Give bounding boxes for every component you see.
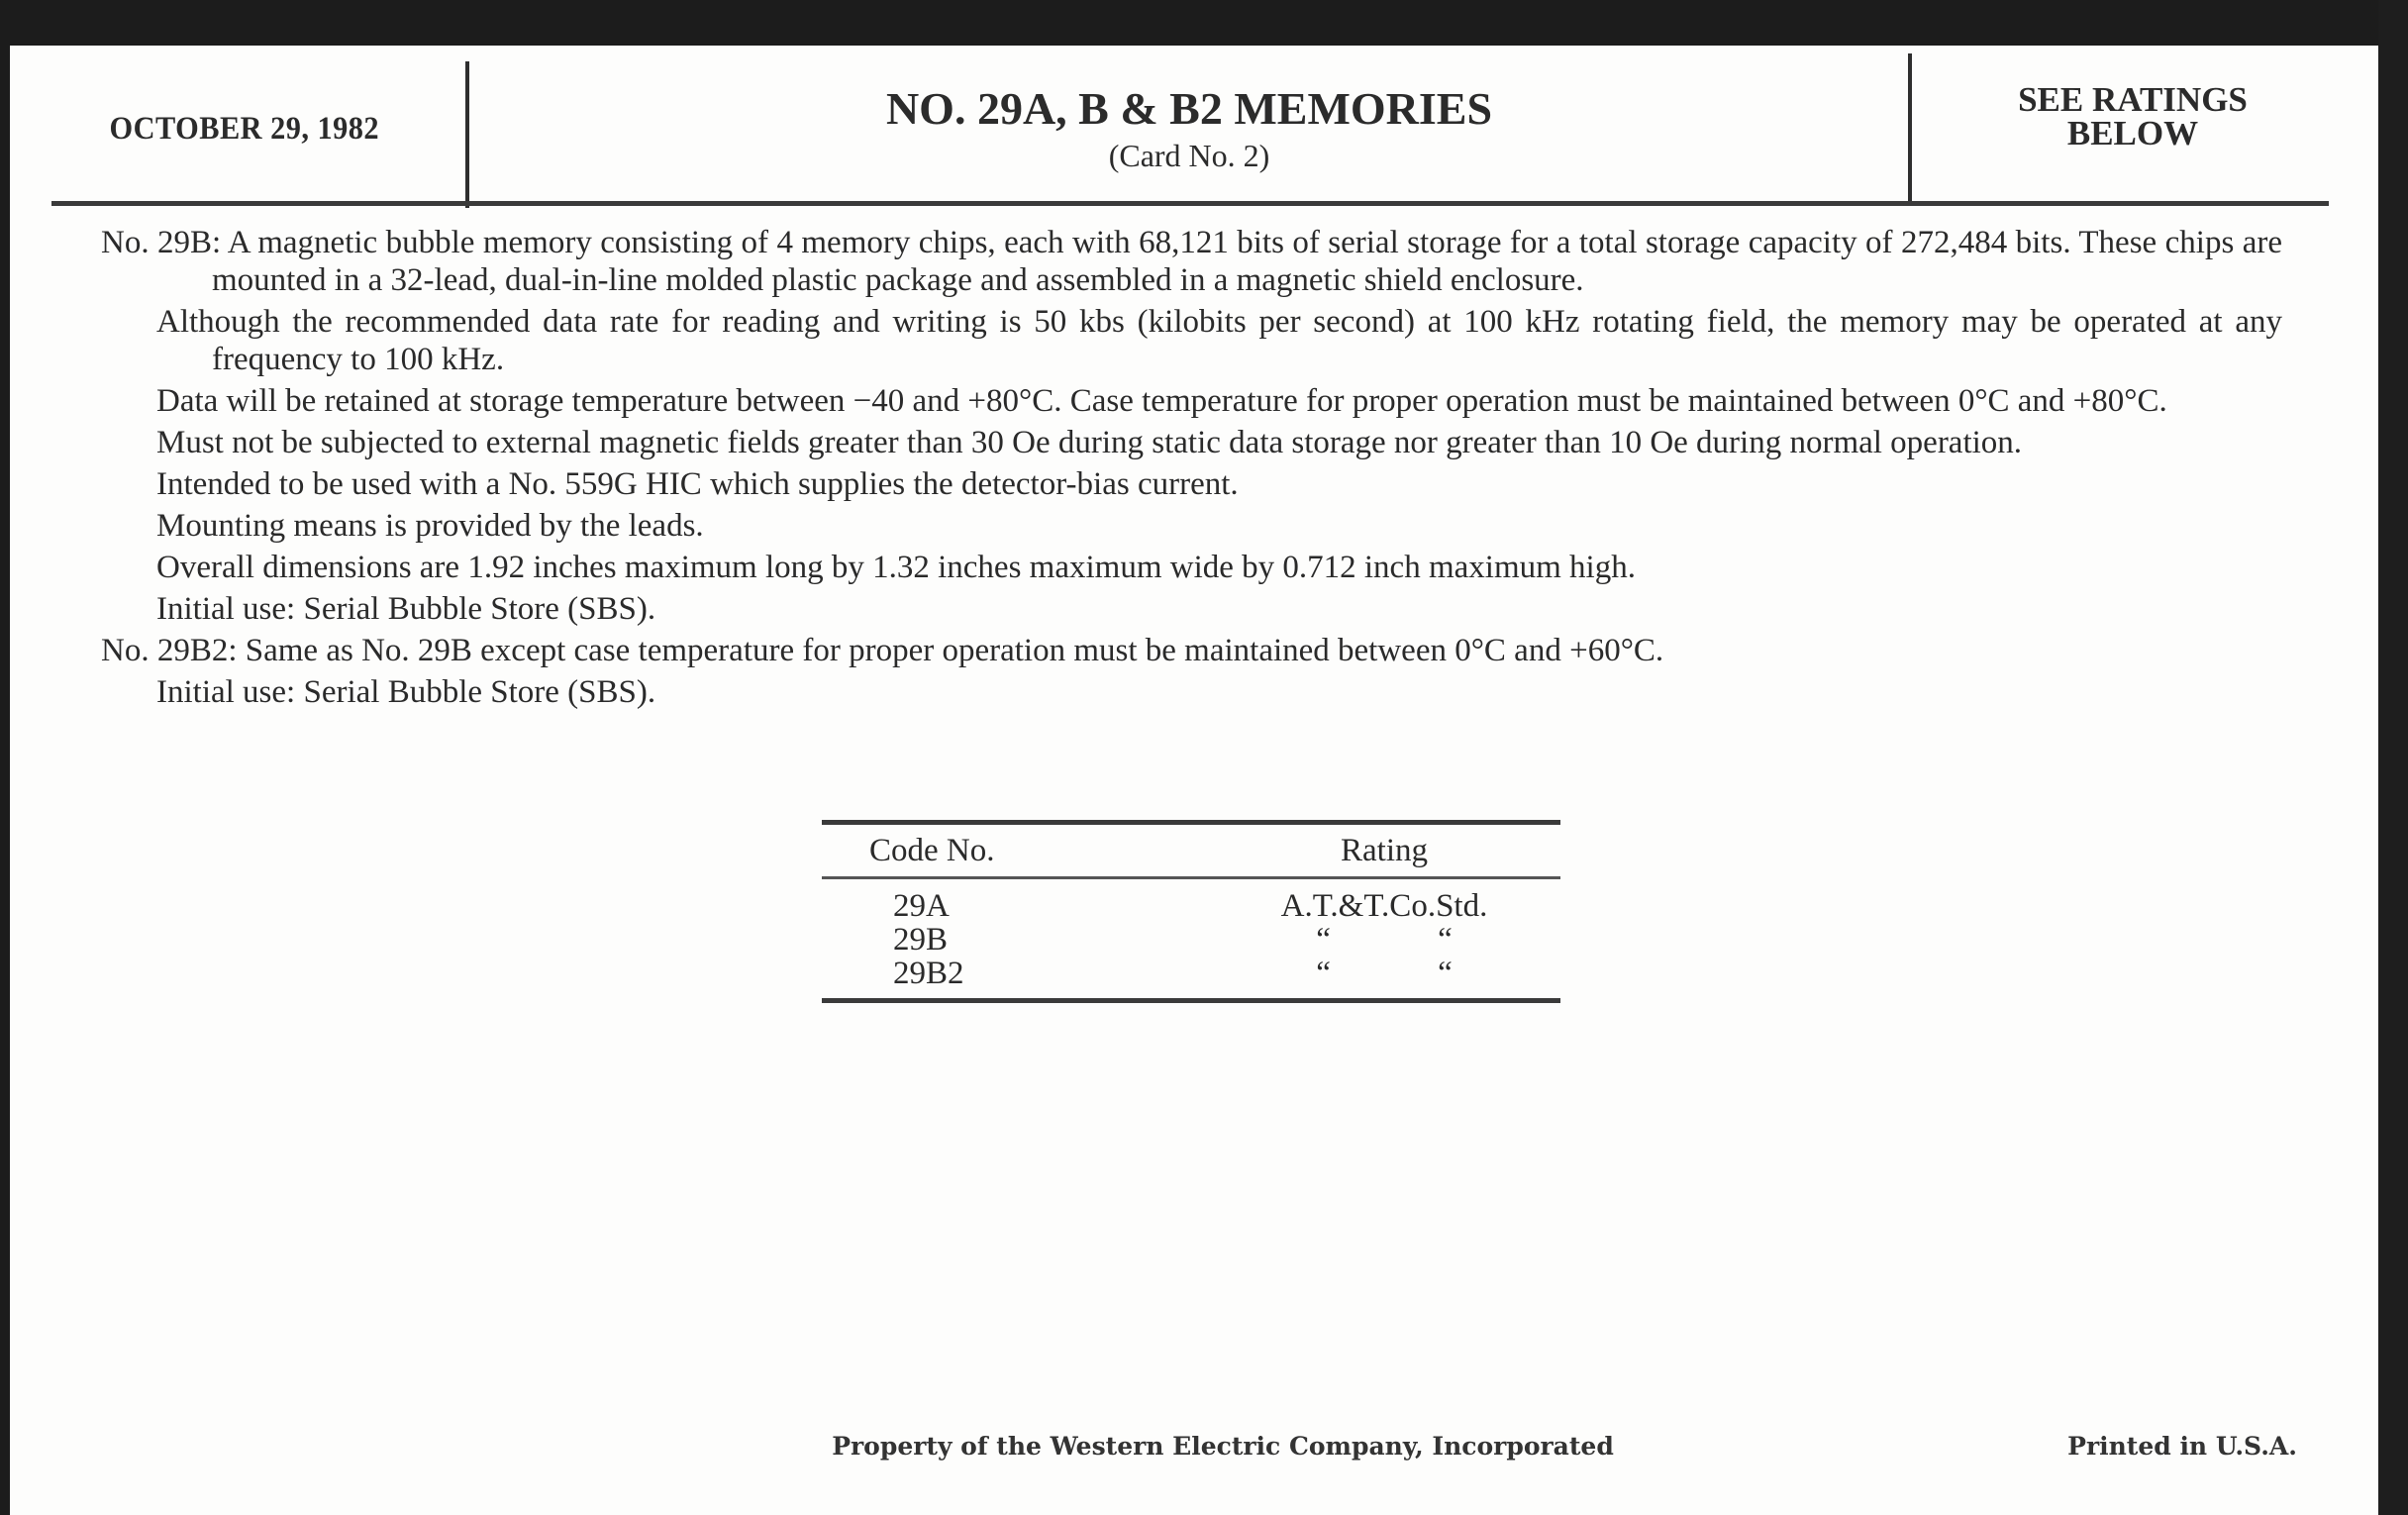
ratings-table [822, 820, 1560, 1003]
card-body [99, 224, 2282, 715]
right-border [2378, 0, 2408, 1515]
code-cell: 29B2 [893, 956, 964, 991]
card-subtitle: (Card No. 2) [1108, 138, 1270, 173]
paragraph-mounting: Mounting means is provided by the leads. [156, 508, 704, 544]
rating-cell: A.T.&T.Co.Std. [1280, 888, 1488, 924]
footer-printed: Printed in U.S.A. [2067, 1432, 2297, 1461]
paragraph-initial-use-29b2: Initial use: Serial Bubble Store (SBS). [156, 674, 656, 710]
card-title: NO. 29A, B & B2 MEMORIES [885, 83, 1493, 134]
rating-cell: “ “ [1316, 956, 1453, 991]
table-row [822, 923, 1560, 957]
paragraph-29b-description: No. 29B: A magnetic bubble memory consisting of 4 memory chips, each with 68,121 bits of serial storage for a total storage capacity of 272,484 bits. These chips are mounted in a 32-lead, dual-in-line molded plastic package and assembled in a magnetic shield enclosure. [101, 225, 2282, 298]
header-rule [51, 201, 2329, 206]
table-row [822, 957, 1560, 990]
table-bottom-rule [822, 998, 1560, 1003]
paragraph-magnetic-fields: Must not be subjected to external magnetic fields greater than 30 Oe during static data storage nor greater than 10 Oe during normal operation. [156, 425, 2023, 460]
paragraph-hic: Intended to be used with a No. 559G HIC which supplies the detector-bias current. [156, 466, 1239, 502]
paragraph-dimensions: Overall dimensions are 1.92 inches maximum long by 1.32 inches maximum wide by 0.712 inch maximum high. [156, 550, 1636, 585]
ratings-note-line2: BELOW [2066, 114, 2199, 152]
rating-cell: “ “ [1316, 922, 1453, 958]
paragraph-temperature: Data will be retained at storage temperature between −40 and +80°C. Case temperature for proper operation must be maintained between 0°C and +80°C. [156, 383, 2167, 419]
table-body [822, 879, 1560, 998]
code-cell: 29B [893, 922, 949, 958]
footer-property: Property of the Western Electric Company, Incorporated [832, 1432, 1614, 1461]
paragraph-data-rate: Although the recommended data rate for reading and writing is 50 kbs (kilobits per second) at 100 kHz rotating field, the memory may be operated at any frequency to 100 kHz. [156, 304, 2282, 377]
header-divider-right [1908, 53, 1912, 202]
table-row [822, 889, 1560, 923]
paragraph-29b2-description: No. 29B2: Same as No. 29B except case temperature for proper operation must be maintained between 0°C and +60°C. [101, 633, 1664, 668]
ratings-note-line1: SEE RATINGS [2018, 80, 2248, 119]
card-date: OCTOBER 29, 1982 [109, 111, 380, 147]
ratings-note [1915, 80, 2351, 152]
paragraph-initial-use-29b: Initial use: Serial Bubble Store (SBS). [156, 591, 656, 627]
column-header-code: Code No. [869, 832, 995, 868]
code-cell: 29A [893, 888, 950, 924]
table-header-row [822, 825, 1560, 876]
column-header-rating: Rating [1341, 832, 1428, 868]
